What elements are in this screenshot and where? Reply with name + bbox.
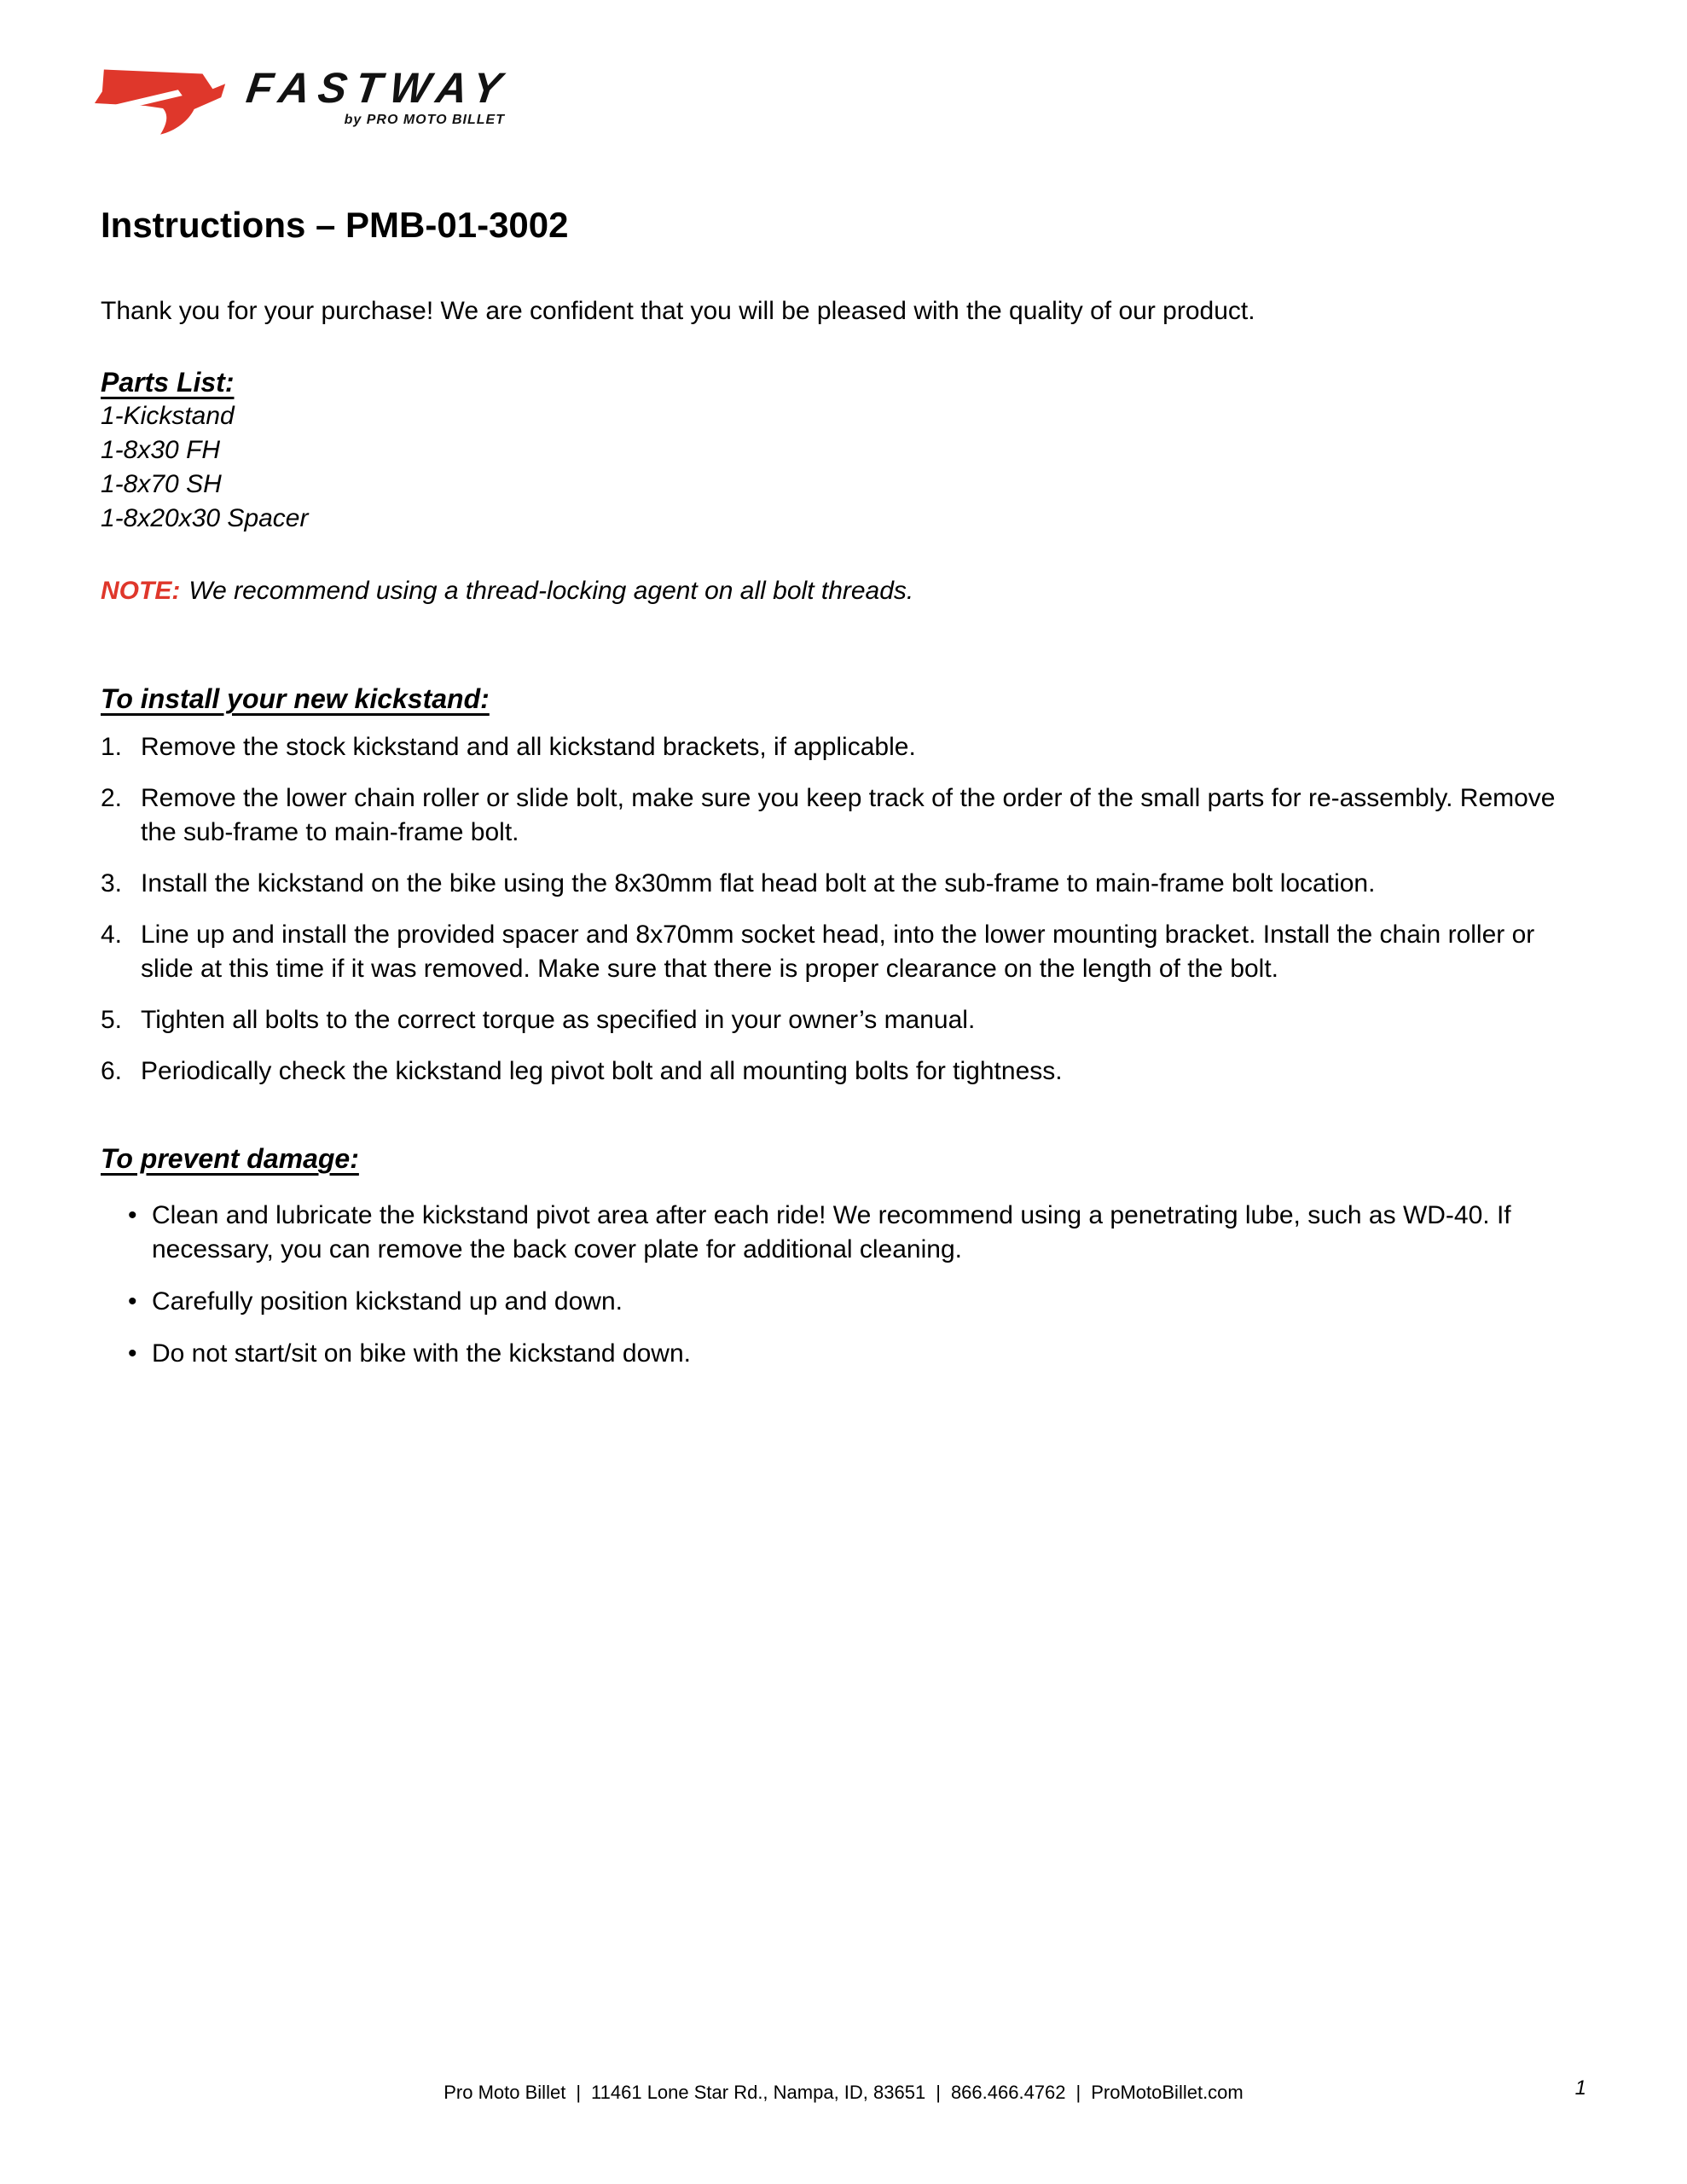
fastway-swoosh-icon [94,67,237,145]
note-text: We recommend using a thread-locking agent on all bolt threads. [188,577,914,605]
document-content [101,205,1593,1389]
bullet-dot-icon: • [128,1201,137,1229]
step-number: 1. [101,733,123,761]
parts-list-items [101,399,1593,536]
parts-list-section [101,365,1593,536]
step-text: Periodically check the kickstand leg pivot bolt and all mounting bolts for tightness. [141,1057,1063,1085]
footer-address: 11461 Lone Star Rd., Nampa, ID, 83651 [591,2082,926,2103]
note-label: NOTE: [101,577,181,605]
brand-byline: by PRO MOTO BILLET [344,113,505,127]
step-text: Tighten all bolts to the correct torque as specified in your owner’s manual. [141,1006,976,1034]
install-step [101,867,1593,901]
bullet-dot-icon: • [128,1339,137,1368]
parts-list-item: 1-8x70 SH [101,470,222,498]
footer-separator: | [936,2082,941,2103]
step-number: 3. [101,869,123,897]
prevent-damage-section [101,1141,1593,1371]
logo-text [243,64,513,128]
step-text: Remove the lower chain roller or slide bolt, make sure you keep track of the order of the small parts for re-assembly. Remove the sub-frame to main-frame bolt. [141,784,1556,846]
bullet-item [128,1285,1593,1319]
footer-separator: | [1075,2082,1081,2103]
page-title: Instructions – PMB-01-3002 [101,205,569,245]
install-step [101,730,1593,764]
parts-list-item: 1-8x30 FH [101,436,221,464]
install-step [101,1003,1593,1037]
step-number: 5. [101,1006,123,1034]
footer-company: Pro Moto Billet [443,2082,566,2103]
parts-list-item: 1-Kickstand [101,402,235,430]
swoosh-shape [95,70,225,135]
footer-phone: 866.466.4762 [950,2082,1066,2103]
prevent-damage-bullets [101,1199,1593,1371]
bullet-text: Clean and lubricate the kickstand pivot area after each ride! We recommend using a penetrating lube, such as WD-40. If necessary, you can remove the back cover plate for additional cleaning. [152,1201,1511,1263]
note-paragraph [101,574,1593,608]
install-steps [101,730,1593,1089]
bullet-text: Do not start/sit on bike with the kickstand down. [152,1339,691,1368]
intro-paragraph: Thank you for your purchase! We are confident that you will be pleased with the quality of our product. [101,297,1255,325]
install-heading: To install your new kickstand: [101,683,490,714]
prevent-damage-heading: To prevent damage: [101,1143,359,1174]
step-number: 4. [101,921,123,949]
step-text: Remove the stock kickstand and all kickstand brackets, if applicable. [141,733,916,761]
step-number: 6. [101,1057,123,1085]
install-step [101,918,1593,986]
parts-list-item: 1-8x20x30 Spacer [101,504,309,532]
parts-list-heading: Parts List: [101,367,235,398]
fastway-logo [94,64,513,145]
step-number: 2. [101,784,123,812]
step-text: Install the kickstand on the bike using the 8x30mm flat head bolt at the sub-frame to main-frame bolt location. [141,869,1376,897]
footer-separator: | [576,2082,582,2103]
page-number: 1 [1574,2077,1586,2100]
install-section [101,682,1593,1089]
bullet-item [128,1337,1593,1371]
bullet-text: Carefully position kickstand up and down. [152,1287,623,1316]
bullet-item [128,1199,1593,1267]
install-step [101,781,1593,850]
brand-wordmark: FASTWAY [243,64,513,112]
step-text: Line up and install the provided spacer and 8x70mm socket head, into the lower mounting bracket. Install the chain roller or slide at this time if it was removed. Make sure that there is proper clearance on the length of the bolt. [141,921,1535,983]
footer-website: ProMotoBillet.com [1091,2082,1244,2103]
bullet-dot-icon: • [128,1287,137,1316]
page-footer [0,2082,1687,2104]
install-step [101,1054,1593,1089]
